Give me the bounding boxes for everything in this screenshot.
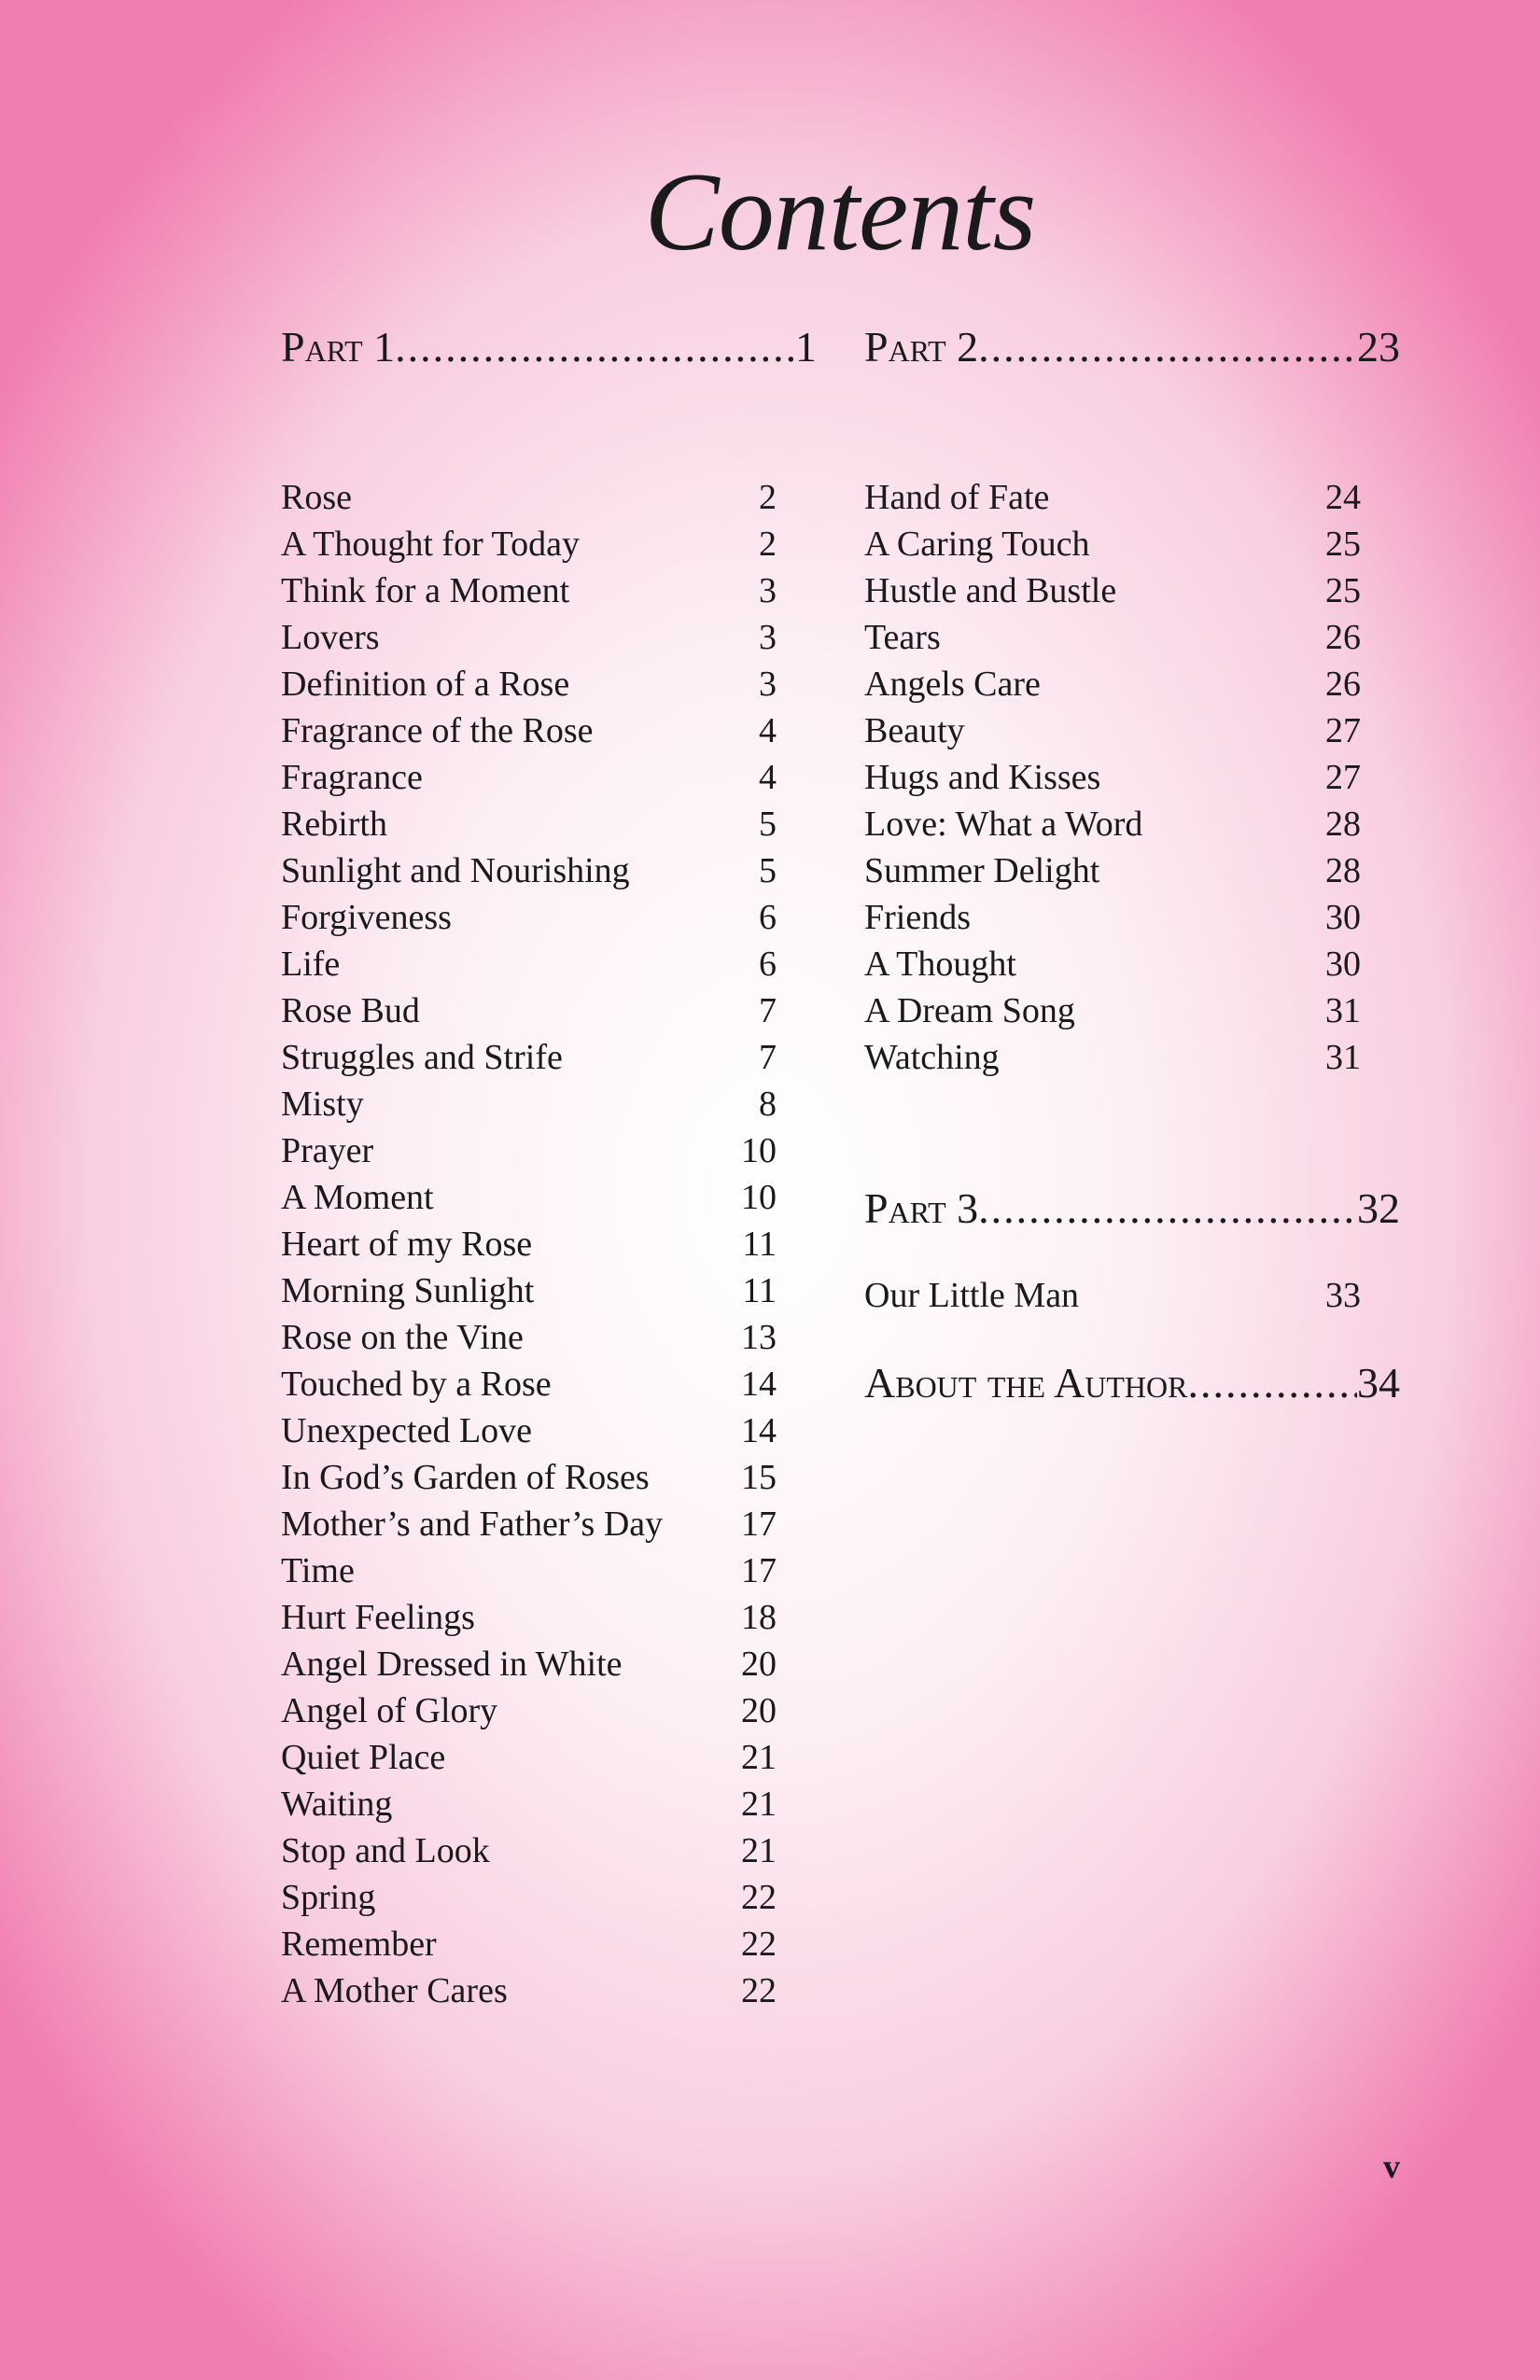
part-1-entries xyxy=(281,474,777,2014)
toc-entry-page: 22 xyxy=(741,1971,777,2010)
toc-entry-page: 20 xyxy=(741,1645,777,1684)
toc-entry-title: Fragrance xyxy=(281,758,423,797)
toc-entry-page: 26 xyxy=(1325,618,1361,657)
dot-leader xyxy=(1187,1358,1357,1407)
toc-entry-title: Quiet Place xyxy=(281,1738,446,1777)
toc-entry-page: 33 xyxy=(1325,1276,1361,1315)
toc-entry-page: 25 xyxy=(1325,525,1361,564)
toc-entry-title: Forgiveness xyxy=(281,898,452,937)
toc-entry-page: 4 xyxy=(759,758,777,797)
toc-entry-title: Spring xyxy=(281,1878,376,1917)
toc-entry-title: Hand of Fate xyxy=(864,478,1050,517)
toc-entry-page: 3 xyxy=(759,665,777,704)
toc-entry-page: 6 xyxy=(759,945,777,984)
toc-entry-title: A Mother Cares xyxy=(281,1971,508,2010)
toc-entry[interactable] xyxy=(864,894,1361,941)
toc-entry-page: 31 xyxy=(1325,991,1361,1030)
toc-entry-title: Rebirth xyxy=(281,805,387,844)
toc-entry-page: 3 xyxy=(759,571,777,610)
toc-entry[interactable] xyxy=(864,521,1361,567)
toc-entry-title: A Moment xyxy=(281,1178,434,1217)
toc-entry[interactable] xyxy=(281,1407,777,1454)
toc-entry-page: 5 xyxy=(759,851,777,890)
toc-entry[interactable] xyxy=(281,987,777,1034)
toc-entry-page: 10 xyxy=(741,1178,777,1217)
toc-entry-page: 10 xyxy=(741,1131,777,1170)
toc-entry[interactable] xyxy=(281,661,777,707)
toc-entry[interactable] xyxy=(281,894,777,941)
toc-entry-page: 25 xyxy=(1325,571,1361,610)
toc-entry[interactable] xyxy=(281,941,777,987)
part-3-heading[interactable] xyxy=(864,1183,1400,1233)
toc-entry[interactable] xyxy=(864,661,1361,707)
toc-entry-title: Life xyxy=(281,945,341,984)
toc-entry-page: 15 xyxy=(741,1458,777,1497)
toc-entry-title: Lovers xyxy=(281,618,380,657)
toc-entry-title: Stop and Look xyxy=(281,1831,490,1870)
page-number: v xyxy=(1383,2148,1400,2185)
part-heading-page: 34 xyxy=(1357,1359,1400,1407)
part-heading-label: Part 2 xyxy=(864,323,979,371)
toc-entry-page: 17 xyxy=(741,1551,777,1590)
toc-entry-title: Friends xyxy=(864,898,971,937)
part-1-heading[interactable] xyxy=(281,322,817,371)
toc-entry-title: Hurt Feelings xyxy=(281,1598,475,1637)
toc-entry[interactable] xyxy=(281,1221,777,1267)
toc-entry-page: 4 xyxy=(759,711,777,750)
toc-entry-title: Watching xyxy=(864,1038,1000,1077)
toc-entry-title: Fragrance of the Rose xyxy=(281,711,594,750)
toc-entry-page: 2 xyxy=(759,525,777,564)
toc-entry-title: Beauty xyxy=(864,711,965,750)
toc-entry-page: 24 xyxy=(1325,478,1361,517)
dot-leader xyxy=(978,1183,1357,1233)
toc-entry[interactable] xyxy=(281,521,777,567)
toc-entry-title: Time xyxy=(281,1551,355,1590)
toc-entry-title: Angel of Glory xyxy=(281,1691,498,1730)
toc-entry-page: 28 xyxy=(1325,851,1361,890)
toc-entry-title: A Thought for Today xyxy=(281,525,580,564)
toc-entry-page: 6 xyxy=(759,898,777,937)
toc-entry[interactable] xyxy=(281,707,777,754)
toc-entry[interactable] xyxy=(281,1034,777,1081)
toc-entry-title: Angels Care xyxy=(864,665,1041,704)
toc-entry[interactable] xyxy=(281,1687,777,1734)
toc-entry-page: 30 xyxy=(1325,898,1361,937)
toc-entry-title: Touched by a Rose xyxy=(281,1365,552,1404)
toc-entry[interactable] xyxy=(281,801,777,847)
toc-entry-title: Sunlight and Nourishing xyxy=(281,851,630,890)
toc-entry-title: Prayer xyxy=(281,1131,374,1170)
toc-entry-page: 14 xyxy=(741,1365,777,1404)
toc-entry-page: 8 xyxy=(759,1085,777,1124)
dot-leader xyxy=(395,322,795,371)
toc-entry[interactable] xyxy=(864,707,1361,754)
part-3-entries xyxy=(864,1272,1361,1319)
toc-entry[interactable] xyxy=(281,1267,777,1314)
toc-entry[interactable] xyxy=(281,1781,777,1827)
toc-entry[interactable] xyxy=(864,1034,1361,1081)
toc-entry-title: Hustle and Bustle xyxy=(864,571,1117,610)
toc-entry-title: Definition of a Rose xyxy=(281,665,570,704)
toc-entry[interactable] xyxy=(281,1734,777,1781)
toc-entry-title: A Caring Touch xyxy=(864,525,1090,564)
toc-entry-page: 21 xyxy=(741,1831,777,1870)
toc-entry[interactable] xyxy=(281,1547,777,1594)
toc-entry-title: Morning Sunlight xyxy=(281,1271,535,1310)
toc-entry-page: 17 xyxy=(741,1505,777,1544)
toc-entry-page: 2 xyxy=(759,478,777,517)
toc-entry[interactable] xyxy=(281,1594,777,1641)
toc-entry-page: 27 xyxy=(1325,758,1361,797)
toc-entry[interactable] xyxy=(281,1641,777,1687)
toc-entry-page: 13 xyxy=(741,1318,777,1357)
toc-entry-page: 22 xyxy=(741,1925,777,1964)
toc-entry-title: Remember xyxy=(281,1925,437,1964)
toc-entry-title: A Thought xyxy=(864,945,1016,984)
toc-entry-title: Hugs and Kisses xyxy=(864,758,1101,797)
part-3-section xyxy=(864,1183,1400,1407)
toc-entry-page: 31 xyxy=(1325,1038,1361,1077)
toc-entry-page: 5 xyxy=(759,805,777,844)
part-heading-label: Part 3 xyxy=(864,1184,979,1232)
toc-entry-title: In God’s Garden of Roses xyxy=(281,1458,650,1497)
toc-entry[interactable] xyxy=(281,1921,777,1967)
toc-entry[interactable] xyxy=(864,474,1361,521)
toc-entry-page: 22 xyxy=(741,1878,777,1917)
toc-entry-page: 28 xyxy=(1325,805,1361,844)
toc-entry-page: 21 xyxy=(741,1785,777,1824)
toc-entry[interactable] xyxy=(864,754,1361,801)
toc-entry-title: Tears xyxy=(864,618,941,657)
toc-entry[interactable] xyxy=(864,1272,1361,1319)
toc-entry[interactable] xyxy=(281,1081,777,1127)
toc-entry-page: 14 xyxy=(741,1411,777,1450)
toc-entry[interactable] xyxy=(281,1314,777,1361)
toc-entry-title: Mother’s and Father’s Day xyxy=(281,1505,664,1544)
toc-entry[interactable] xyxy=(281,1174,777,1221)
toc-entry-page: 27 xyxy=(1325,711,1361,750)
toc-entry-title: Summer Delight xyxy=(864,851,1100,890)
part-2-entries xyxy=(864,474,1361,1081)
toc-entry[interactable] xyxy=(281,1501,777,1547)
toc-entry[interactable] xyxy=(281,474,777,521)
toc-entry[interactable] xyxy=(281,1454,777,1501)
toc-entry[interactable] xyxy=(281,1361,777,1407)
toc-entry-page: 18 xyxy=(741,1598,777,1637)
part-heading-page: 32 xyxy=(1357,1184,1400,1232)
toc-entry[interactable] xyxy=(281,1827,777,1874)
toc-entry-title: Angel Dressed in White xyxy=(281,1645,623,1684)
toc-entry[interactable] xyxy=(864,941,1361,987)
toc-entry-page: 7 xyxy=(759,991,777,1030)
part-heading-page: 23 xyxy=(1357,323,1400,371)
toc-entry[interactable] xyxy=(864,801,1361,847)
toc-entry[interactable] xyxy=(281,1967,777,2014)
toc-entry-title: Rose Bud xyxy=(281,991,420,1030)
toc-entry-title: Think for a Moment xyxy=(281,571,570,610)
toc-entry-page: 20 xyxy=(741,1691,777,1730)
toc-entry-title: Our Little Man xyxy=(864,1276,1080,1315)
dot-leader xyxy=(978,322,1357,371)
toc-entry-page: 30 xyxy=(1325,945,1361,984)
about-author-heading[interactable] xyxy=(864,1358,1400,1407)
part-heading-page: 1 xyxy=(795,323,817,371)
part-2-heading[interactable] xyxy=(864,322,1400,371)
toc-entry-page: 11 xyxy=(742,1225,777,1264)
toc-entry[interactable] xyxy=(281,847,777,894)
toc-entry-title: Misty xyxy=(281,1085,364,1124)
toc-entry-title: Rose xyxy=(281,478,352,517)
toc-entry-title: Waiting xyxy=(281,1785,393,1824)
toc-entry-page: 3 xyxy=(759,618,777,657)
toc-entry[interactable] xyxy=(281,754,777,801)
toc-entry-title: Unexpected Love xyxy=(281,1411,533,1450)
toc-entry[interactable] xyxy=(864,567,1361,614)
page-title: Contents xyxy=(644,149,1036,273)
part-heading-label: About the Author xyxy=(864,1359,1188,1407)
toc-entry[interactable] xyxy=(864,847,1361,894)
toc-entry[interactable] xyxy=(864,987,1361,1034)
contents-column-right xyxy=(864,322,1400,1407)
toc-entry-page: 21 xyxy=(741,1738,777,1777)
toc-entry-title: Struggles and Strife xyxy=(281,1038,563,1077)
toc-entry[interactable] xyxy=(864,614,1361,661)
toc-entry-page: 26 xyxy=(1325,665,1361,704)
toc-entry-title: Rose on the Vine xyxy=(281,1318,524,1357)
toc-entry-title: A Dream Song xyxy=(864,991,1075,1030)
toc-entry[interactable] xyxy=(281,1874,777,1921)
toc-entry-title: Heart of my Rose xyxy=(281,1225,533,1264)
toc-entry[interactable] xyxy=(281,567,777,614)
toc-entry-page: 11 xyxy=(742,1271,777,1310)
part-heading-label: Part 1 xyxy=(281,323,396,371)
contents-column-left xyxy=(281,322,817,2014)
toc-entry-page: 7 xyxy=(759,1038,777,1077)
toc-entry[interactable] xyxy=(281,614,777,661)
toc-entry[interactable] xyxy=(281,1127,777,1174)
toc-entry-title: Love: What a Word xyxy=(864,805,1143,844)
